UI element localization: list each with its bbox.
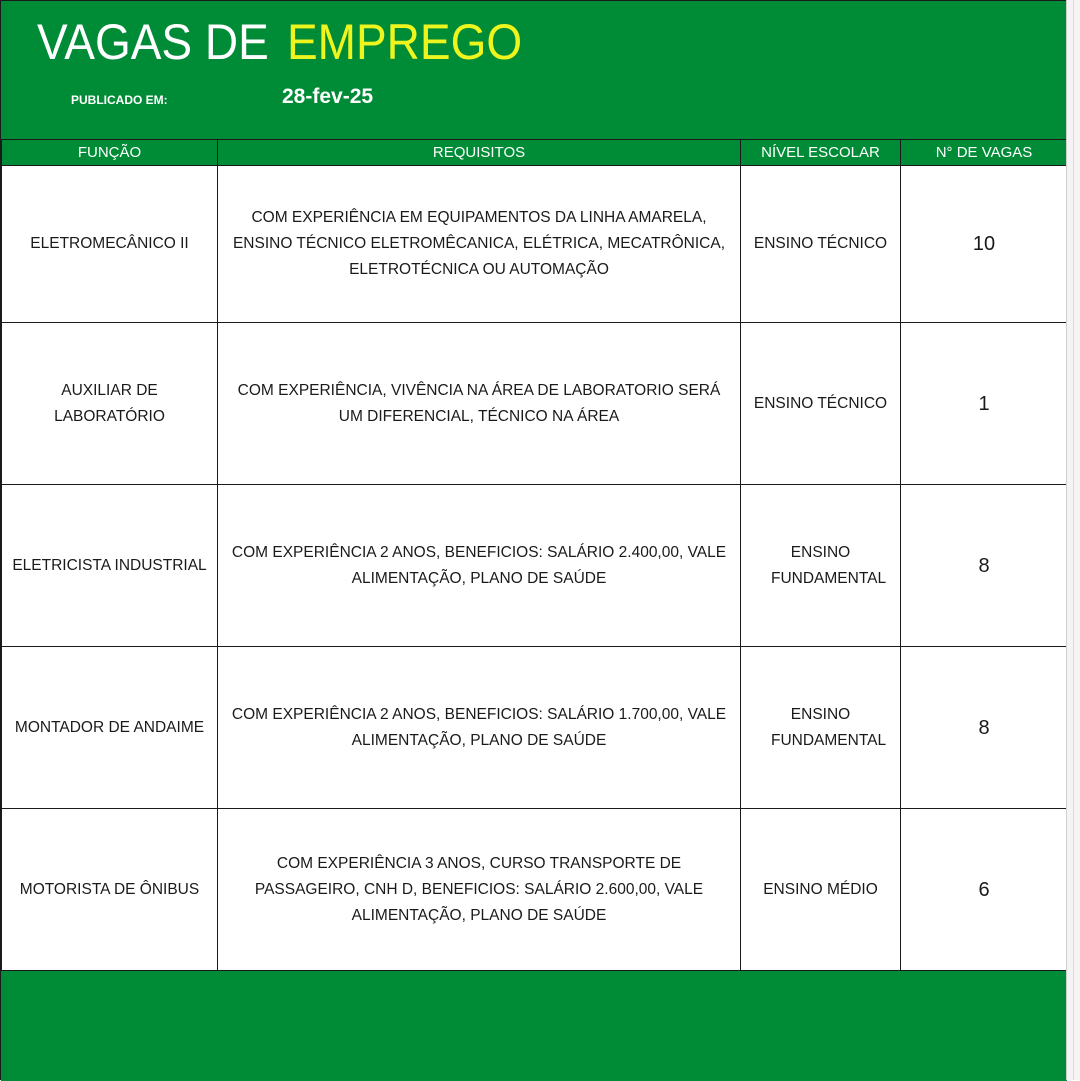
column-header-vagas: N° DE VAGAS	[901, 140, 1068, 166]
published-label: PUBLICADO EM:	[71, 93, 168, 107]
cell-nivel-escolar: ENSINO TÉCNICO	[741, 323, 901, 485]
cell-vagas: 10	[901, 166, 1068, 323]
cell-nivel-escolar: ENSINO FUNDAMENTAL	[741, 485, 901, 647]
published-date: 28-fev-25	[282, 85, 374, 108]
cell-funcao: MOTORISTA DE ÔNIBUS	[2, 809, 218, 971]
cell-requisitos: COM EXPERIÊNCIA 2 ANOS, BENEFICIOS: SALÁRIO 1.700,00, VALE ALIMENTAÇÃO, PLANO DE SAÚDE	[218, 647, 741, 809]
right-margin-strip	[1066, 0, 1080, 1080]
title-vagas-de: VAGAS DE	[37, 14, 269, 70]
cell-funcao: MONTADOR DE ANDAIME	[2, 647, 218, 809]
cell-vagas: 8	[901, 485, 1068, 647]
right-margin-line	[1073, 0, 1074, 1080]
title-emprego: EMPREGO	[287, 14, 523, 70]
column-header-nivel-escolar: NÍVEL ESCOLAR	[741, 140, 901, 166]
column-header-requisitos: REQUISITOS	[218, 140, 741, 166]
cell-vagas: 6	[901, 809, 1068, 971]
cell-requisitos: COM EXPERIÊNCIA 2 ANOS, BENEFICIOS: SALÁRIO 2.400,00, VALE ALIMENTAÇÃO, PLANO DE SAÚDE	[218, 485, 741, 647]
cell-vagas: 1	[901, 323, 1068, 485]
cell-requisitos: COM EXPERIÊNCIA, VIVÊNCIA NA ÁREA DE LABORATORIO SERÁ UM DIFERENCIAL, TÉCNICO NA ÁREA	[218, 323, 741, 485]
table-row	[2, 809, 1068, 971]
table-row	[2, 166, 1068, 323]
cell-requisitos: COM EXPERIÊNCIA EM EQUIPAMENTOS DA LINHA AMARELA, ENSINO TÉCNICO ELETROMÊCANICA, ELÉTRICA, MECATRÔNICA, ELETROTÉCNICA OU AUTOMAÇÃO	[218, 166, 741, 323]
table-row	[2, 485, 1068, 647]
cell-funcao: ELETRICISTA INDUSTRIAL	[2, 485, 218, 647]
cell-requisitos: COM EXPERIÊNCIA 3 ANOS, CURSO TRANSPORTE DE PASSAGEIRO, CNH D, BENEFICIOS: SALÁRIO 2.600,00, VALE ALIMENTAÇÃO, PLANO DE SAÚDE	[218, 809, 741, 971]
header-banner	[1, 1, 1067, 139]
footer-banner	[1, 970, 1067, 1081]
cell-nivel-escolar: ENSINO FUNDAMENTAL	[741, 647, 901, 809]
table-header-row	[2, 140, 1068, 166]
jobs-table	[1, 139, 1068, 971]
cell-nivel-escolar: ENSINO TÉCNICO	[741, 166, 901, 323]
cell-vagas: 8	[901, 647, 1068, 809]
table-row	[2, 323, 1068, 485]
cell-nivel-escolar: ENSINO MÉDIO	[741, 809, 901, 971]
cell-funcao: AUXILIAR DE LABORATÓRIO	[2, 323, 218, 485]
table-row	[2, 647, 1068, 809]
column-header-funcao: FUNÇÃO	[2, 140, 218, 166]
cell-funcao: ELETROMECÂNICO II	[2, 166, 218, 323]
